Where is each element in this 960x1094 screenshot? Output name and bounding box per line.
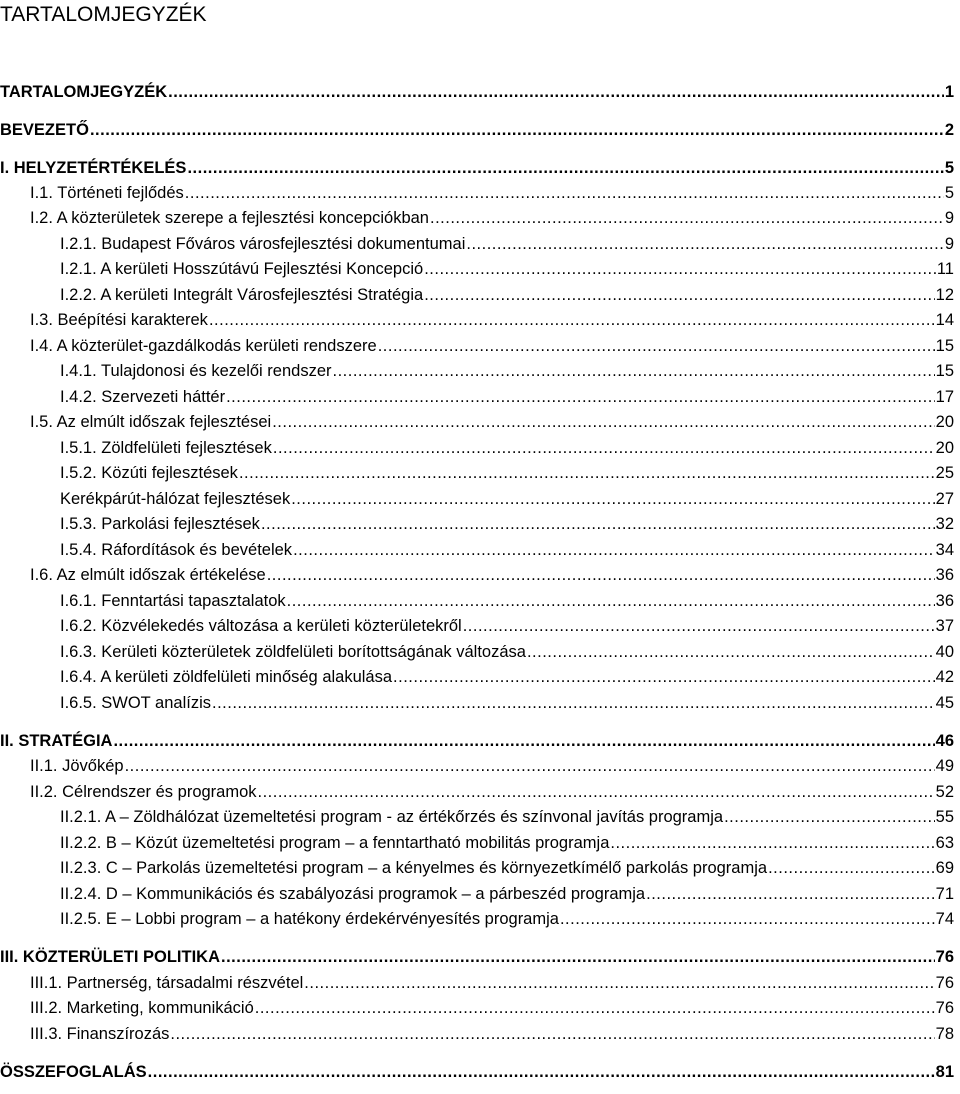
toc-entry[interactable] [0, 781, 954, 803]
toc-leader [209, 309, 935, 331]
toc-leader [610, 832, 934, 854]
toc-entry-page: 20 [935, 439, 954, 457]
page-title: TARTALOMJEGYZÉK [0, 3, 207, 26]
toc-entry[interactable] [0, 360, 954, 382]
toc-entry-text: II.2.2. B – Közút üzemeltetési program – a fenntartható mobilitás programja [60, 834, 610, 852]
toc-leader [125, 755, 935, 777]
toc-entry-text: Kerékpárút-hálózat fejlesztések [60, 490, 291, 508]
toc-entry-page: 71 [935, 885, 954, 903]
toc-entry-page: 12 [935, 286, 954, 304]
toc-leader [768, 857, 935, 879]
toc-entry-kozteruleti-politika[interactable] [0, 946, 954, 968]
toc-entry-page: 36 [935, 592, 954, 610]
toc-entry-page: 63 [935, 834, 954, 852]
toc-entry-text: I.6.4. A kerületi zöldfelületi minőség alakulása [60, 668, 393, 686]
toc-leader [424, 258, 936, 280]
toc-entry-helyzetertekeles[interactable] [0, 157, 954, 179]
toc-entry-text: I.2.2. A kerületi Integrált Városfejlesztési Stratégia [60, 286, 424, 304]
toc-leader [185, 182, 944, 204]
toc-entry-page: 74 [935, 910, 954, 928]
toc-entry-text: I. HELYZETÉRTÉKELÉS [0, 159, 187, 177]
toc-leader [272, 411, 934, 433]
toc-entry-page: 32 [935, 515, 954, 533]
toc-leader [466, 233, 943, 255]
toc-entry-text: II.2.5. E – Lobbi program – a hatékony érdekérvényesítés programja [60, 910, 559, 928]
toc-entry-text: II.2.3. C – Parkolás üzemeltetési program – a kényelmes és környezetkímélő parkolás programja [60, 859, 768, 877]
toc-entry-page: 5 [944, 159, 954, 177]
toc-entry-text: I.6.1. Fenntartási tapasztalatok [60, 592, 286, 610]
toc-entry-text: I.6. Az elmúlt időszak értékelése [30, 566, 266, 584]
toc-leader [646, 883, 935, 905]
toc-entry[interactable] [0, 182, 954, 204]
toc-entry-text: I.6.3. Kerületi közterületek zöldfelületi borítottságának változása [60, 643, 526, 661]
toc-entry[interactable] [0, 258, 954, 280]
toc-entry-text: II.1. Jövőkép [30, 757, 124, 775]
toc-entry[interactable] [0, 590, 954, 612]
toc-entry-text: II. STRATÉGIA [0, 732, 113, 750]
toc-leader [304, 972, 934, 994]
toc-entry[interactable] [0, 972, 954, 994]
toc-entry-text: II.2. Célrendszer és programok [30, 783, 257, 801]
toc-entry-text: II.2.4. D – Kommunikációs és szabályozási programok – a párbeszéd programja [60, 885, 646, 903]
toc-leader [287, 590, 935, 612]
toc-entry-text: II.2.1. A – Zöldhálózat üzemeltetési program - az értékőrzés és színvonal javítás programja [60, 808, 724, 826]
toc-entry[interactable] [0, 488, 954, 510]
toc-leader [212, 692, 935, 714]
toc-entry-text: I.5.3. Parkolási fejlesztések [60, 515, 260, 533]
toc-entry-page: 27 [935, 490, 954, 508]
toc-entry-text: III.1. Partnerség, társadalmi részvétel [30, 974, 304, 992]
toc-entry[interactable] [0, 832, 954, 854]
toc-entry[interactable] [0, 615, 954, 637]
toc-entry-page: 76 [935, 999, 954, 1017]
toc-entry-page: 45 [935, 694, 954, 712]
toc-entry[interactable] [0, 437, 954, 459]
toc-entry[interactable] [0, 806, 954, 828]
toc-leader [168, 81, 944, 103]
toc-leader [527, 641, 935, 663]
toc-entry-text: III.2. Marketing, kommunikáció [30, 999, 254, 1017]
toc-entry-text: I.4.2. Szervezeti háttér [60, 388, 226, 406]
toc-entry-page: 40 [935, 643, 954, 661]
toc-entry-page: 25 [935, 464, 954, 482]
toc-entry[interactable] [0, 411, 954, 433]
toc-entry[interactable] [0, 692, 954, 714]
toc-entry-text: I.6.2. Közvélekedés változása a kerületi közterületekről [60, 617, 462, 635]
toc-entry-text: BEVEZETŐ [0, 121, 89, 139]
toc-leader [273, 437, 935, 459]
toc-entry[interactable] [0, 513, 954, 535]
toc-entry-osszefoglalas[interactable] [0, 1061, 954, 1083]
toc-leader [258, 781, 935, 803]
toc-entry-text: I.6.5. SWOT analízis [60, 694, 211, 712]
toc-entry-text: III.3. Finanszírozás [30, 1025, 170, 1043]
toc-leader [293, 539, 935, 561]
toc-leader [463, 615, 935, 637]
toc-leader [724, 806, 935, 828]
toc-entry-text: I.2.1. Budapest Főváros városfejlesztési dokumentumai [60, 235, 466, 253]
toc-entry-text: I.1. Történeti fejlődés [30, 184, 184, 202]
toc-entry-bevezeto[interactable] [0, 119, 954, 141]
toc-leader [255, 997, 935, 1019]
toc-entry-tartalomjegyzek[interactable] [0, 81, 954, 103]
toc-entry-page: 2 [944, 121, 954, 139]
toc-leader [291, 488, 934, 510]
toc-entry[interactable] [0, 564, 954, 586]
toc-entry-text: I.5.2. Közúti fejlesztések [60, 464, 238, 482]
toc-leader [113, 730, 934, 752]
toc-entry-page: 52 [935, 783, 954, 801]
toc-entry[interactable] [0, 908, 954, 930]
toc-entry-page: 15 [935, 362, 954, 380]
toc-entry-page: 81 [935, 1063, 954, 1081]
toc-entry-page: 15 [935, 337, 954, 355]
toc-entry-text: I.2. A közterületek szerepe a fejlesztési koncepciókban [30, 209, 429, 227]
toc-entry-page: 37 [935, 617, 954, 635]
toc-entry-text: I.5.1. Zöldfelületi fejlesztések [60, 439, 272, 457]
toc-entry[interactable] [0, 883, 954, 905]
toc-entry-page: 1 [944, 83, 954, 101]
toc-entry[interactable] [0, 462, 954, 484]
toc-entry-text: I.2.1. A kerületi Hosszútávú Fejlesztési Koncepció [60, 260, 424, 278]
toc-entry-text: I.4. A közterület-gazdálkodás kerületi rendszere [30, 337, 377, 355]
toc-entry[interactable] [0, 1023, 954, 1045]
toc-entry-page: 36 [935, 566, 954, 584]
toc-entry-page: 9 [944, 209, 954, 227]
toc-entry-page: 69 [935, 859, 954, 877]
toc-leader [148, 1061, 935, 1083]
toc-entry-text: I.4.1. Tulajdonosi és kezelői rendszer [60, 362, 332, 380]
toc-leader [560, 908, 935, 930]
toc-entry-strategia[interactable] [0, 730, 954, 752]
toc-entry-page: 34 [935, 541, 954, 559]
toc-entry-page: 9 [944, 235, 954, 253]
toc-entry[interactable] [0, 539, 954, 561]
toc-entry[interactable] [0, 207, 954, 229]
toc-leader [187, 157, 943, 179]
toc-entry[interactable] [0, 233, 954, 255]
toc-entry-page: 20 [935, 413, 954, 431]
toc-entry-page: 14 [935, 311, 954, 329]
toc-leader [239, 462, 935, 484]
toc-entry[interactable] [0, 284, 954, 306]
toc-entry-page: 78 [935, 1025, 954, 1043]
toc-leader [333, 360, 935, 382]
toc-entry[interactable] [0, 666, 954, 688]
toc-entry-page: 76 [935, 948, 954, 966]
toc-entry-page: 11 [936, 260, 954, 278]
toc-entry-text: I.5. Az elmúlt időszak fejlesztései [30, 413, 272, 431]
toc-leader [221, 946, 935, 968]
toc-entry-page: 42 [935, 668, 954, 686]
toc-entry[interactable] [0, 755, 954, 777]
toc-entry[interactable] [0, 335, 954, 357]
toc-entry-page: 17 [935, 388, 954, 406]
toc-leader [90, 119, 944, 141]
toc-leader [261, 513, 935, 535]
toc-entry[interactable] [0, 641, 954, 663]
toc-entry[interactable] [0, 386, 954, 408]
toc-entry-page: 46 [935, 732, 954, 750]
toc-leader [170, 1023, 934, 1045]
toc-entry-text: III. KÖZTERÜLETI POLITIKA [0, 948, 220, 966]
toc-leader [378, 335, 935, 357]
toc-entry-page: 49 [935, 757, 954, 775]
toc-leader [430, 207, 944, 229]
toc-entry[interactable] [0, 997, 954, 1019]
toc-entry[interactable] [0, 857, 954, 879]
toc-entry-text: I.3. Beépítési karakterek [30, 311, 208, 329]
toc-entry-page: 55 [935, 808, 954, 826]
toc-leader [267, 564, 935, 586]
toc-entry-text: I.5.4. Ráfordítások és bevételek [60, 541, 293, 559]
toc-entry-text: ÖSSZEFOGLALÁS [0, 1063, 147, 1081]
toc-leader [424, 284, 934, 306]
toc-entry-page: 5 [944, 184, 954, 202]
toc-entry[interactable] [0, 309, 954, 331]
toc-leader [226, 386, 935, 408]
toc-entry-text: TARTALOMJEGYZÉK [0, 83, 168, 101]
toc-leader [393, 666, 935, 688]
toc-entry-page: 76 [935, 974, 954, 992]
